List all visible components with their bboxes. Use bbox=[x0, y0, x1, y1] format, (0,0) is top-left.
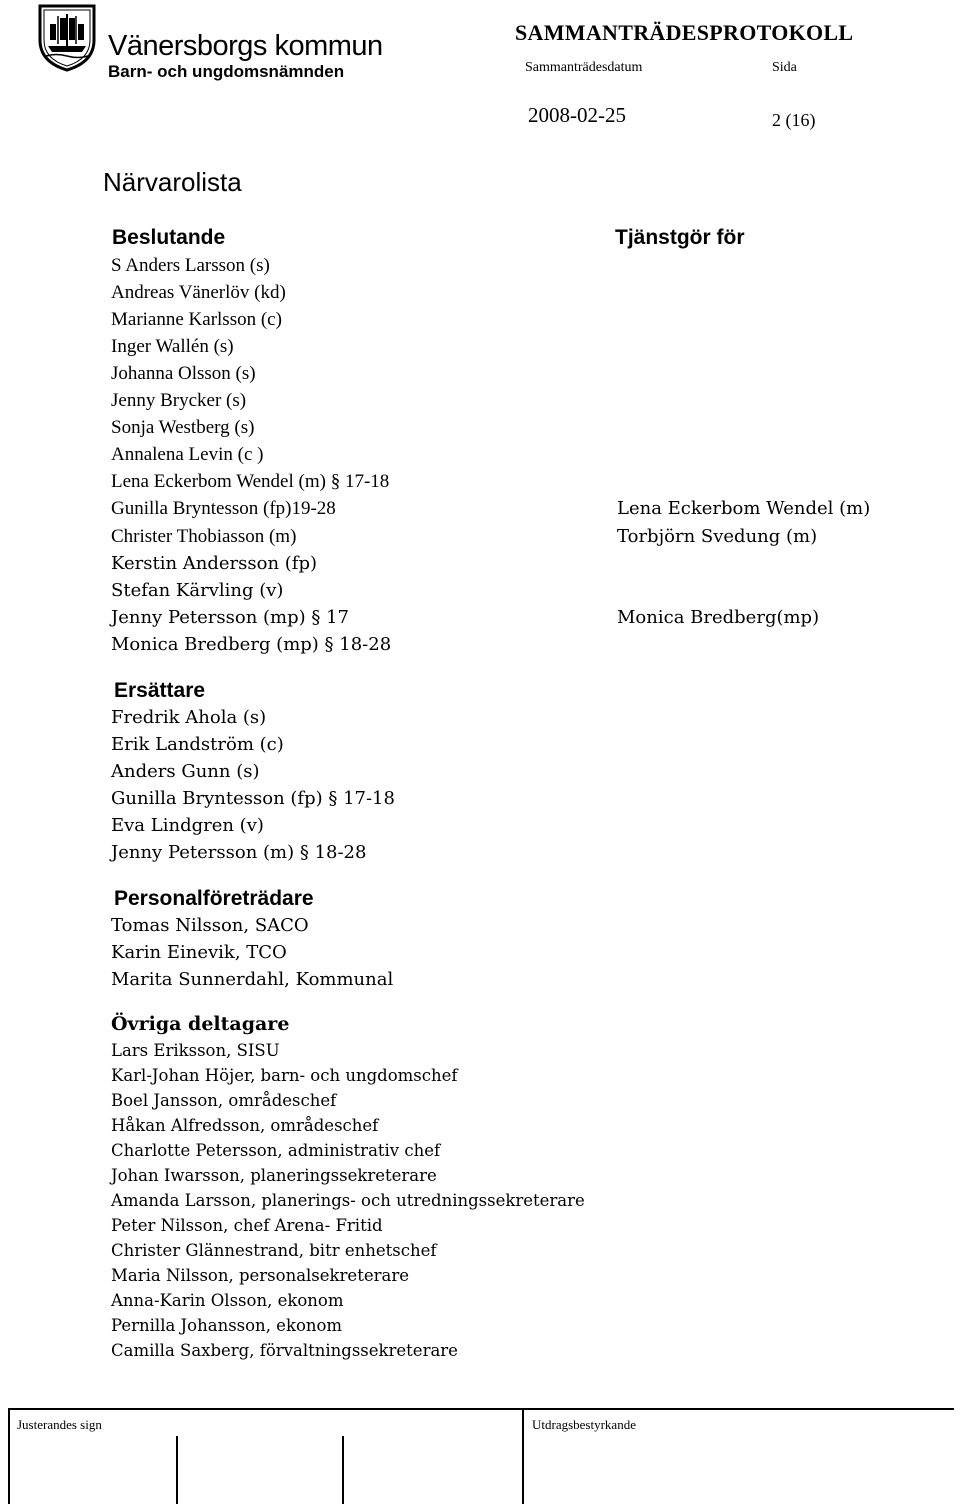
list-item: S Anders Larsson (s) bbox=[111, 255, 270, 276]
list-item: Pernilla Johansson, ekonom bbox=[111, 1316, 343, 1335]
list-item: Lena Eckerbom Wendel (m) § 17-18 bbox=[111, 471, 390, 492]
page-label: Sida bbox=[772, 60, 797, 75]
page-title: Närvarolista bbox=[103, 167, 242, 197]
signature-box-divider bbox=[176, 1436, 178, 1504]
substitute-for: Monica Bredberg(mp) bbox=[617, 607, 820, 628]
list-item: Marianne Karlsson (c) bbox=[111, 309, 282, 330]
signature-box-divider bbox=[342, 1436, 344, 1504]
meeting-date-label: Sammanträdesdatum bbox=[525, 60, 643, 75]
document-type: SAMMANTRÄDESPROTOKOLL bbox=[515, 20, 854, 45]
section-heading-ersattare: Ersättare bbox=[114, 679, 206, 702]
list-item: Boel Jansson, områdeschef bbox=[111, 1091, 337, 1110]
list-item: Stefan Kärvling (v) bbox=[111, 580, 284, 601]
list-item: Karl-Johan Höjer, barn- och ungdomschef bbox=[111, 1066, 458, 1085]
list-item: Christer Thobiasson (m) bbox=[111, 526, 297, 547]
list-item: Inger Wallén (s) bbox=[111, 336, 234, 357]
list-item: Annalena Levin (c ) bbox=[111, 444, 264, 465]
signature-label: Justerandes sign bbox=[17, 1417, 102, 1432]
list-item: Karin Einevik, TCO bbox=[111, 942, 287, 963]
section-heading-tjanstgor: Tjänstgör för bbox=[615, 226, 745, 249]
list-item: Lars Eriksson, SISU bbox=[111, 1041, 280, 1060]
section-heading-ovriga: Övriga deltagare bbox=[111, 1013, 290, 1035]
list-item: Fredrik Ahola (s) bbox=[111, 707, 267, 728]
meeting-date: 2008-02-25 bbox=[528, 103, 626, 127]
list-item: Eva Lindgren (v) bbox=[111, 815, 264, 836]
list-item: Gunilla Bryntesson (fp) § 17-18 bbox=[111, 788, 395, 809]
page-number: 2 (16) bbox=[772, 110, 816, 130]
list-item: Peter Nilsson, chef Arena- Fritid bbox=[111, 1216, 383, 1235]
list-item: Marita Sunnerdahl, Kommunal bbox=[111, 969, 394, 990]
list-item: Gunilla Bryntesson (fp)19-28 bbox=[111, 498, 336, 519]
list-item: Håkan Alfredsson, områdeschef bbox=[111, 1116, 379, 1135]
list-item: Monica Bredberg (mp) § 18-28 bbox=[111, 634, 392, 655]
list-item: Jenny Petersson (mp) § 17 bbox=[111, 607, 349, 628]
list-item: Andreas Vänerlöv (kd) bbox=[111, 282, 286, 303]
list-item: Anders Gunn (s) bbox=[111, 761, 260, 782]
section-heading-beslutande: Beslutande bbox=[112, 226, 226, 249]
list-item: Johan Iwarsson, planeringssekreterare bbox=[111, 1166, 437, 1185]
list-item: Sonja Westberg (s) bbox=[111, 417, 255, 438]
list-item: Christer Glännestrand, bitr enhetschef bbox=[111, 1241, 437, 1260]
list-item: Maria Nilsson, personalsekreterare bbox=[111, 1266, 409, 1285]
organization-name: Vänersborgs kommun bbox=[108, 30, 383, 62]
list-item: Jenny Petersson (m) § 18-28 bbox=[111, 842, 367, 863]
list-item: Amanda Larsson, planerings- och utredningssekreterare bbox=[111, 1191, 585, 1210]
list-item: Johanna Olsson (s) bbox=[111, 363, 256, 384]
list-item: Charlotte Petersson, administrativ chef bbox=[111, 1141, 441, 1160]
extract-verification-label: Utdragsbestyrkande bbox=[532, 1417, 636, 1432]
substitute-for: Lena Eckerbom Wendel (m) bbox=[617, 498, 871, 519]
municipality-logo bbox=[36, 2, 98, 72]
list-item: Erik Landström (c) bbox=[111, 734, 284, 755]
section-heading-personal: Personalföreträdare bbox=[114, 887, 314, 910]
department-name: Barn- och ungdomsnämnden bbox=[108, 62, 345, 81]
substitute-for: Torbjörn Svedung (m) bbox=[617, 526, 818, 547]
footer-divider bbox=[8, 1408, 954, 1410]
list-item: Camilla Saxberg, förvaltningssekreterare bbox=[111, 1341, 458, 1360]
list-item: Jenny Brycker (s) bbox=[111, 390, 247, 411]
list-item: Anna-Karin Olsson, ekonom bbox=[111, 1291, 344, 1310]
footer-border-left bbox=[8, 1408, 10, 1504]
list-item: Tomas Nilsson, SACO bbox=[111, 915, 309, 936]
list-item: Kerstin Andersson (fp) bbox=[111, 553, 317, 574]
footer-border-middle bbox=[522, 1408, 524, 1504]
